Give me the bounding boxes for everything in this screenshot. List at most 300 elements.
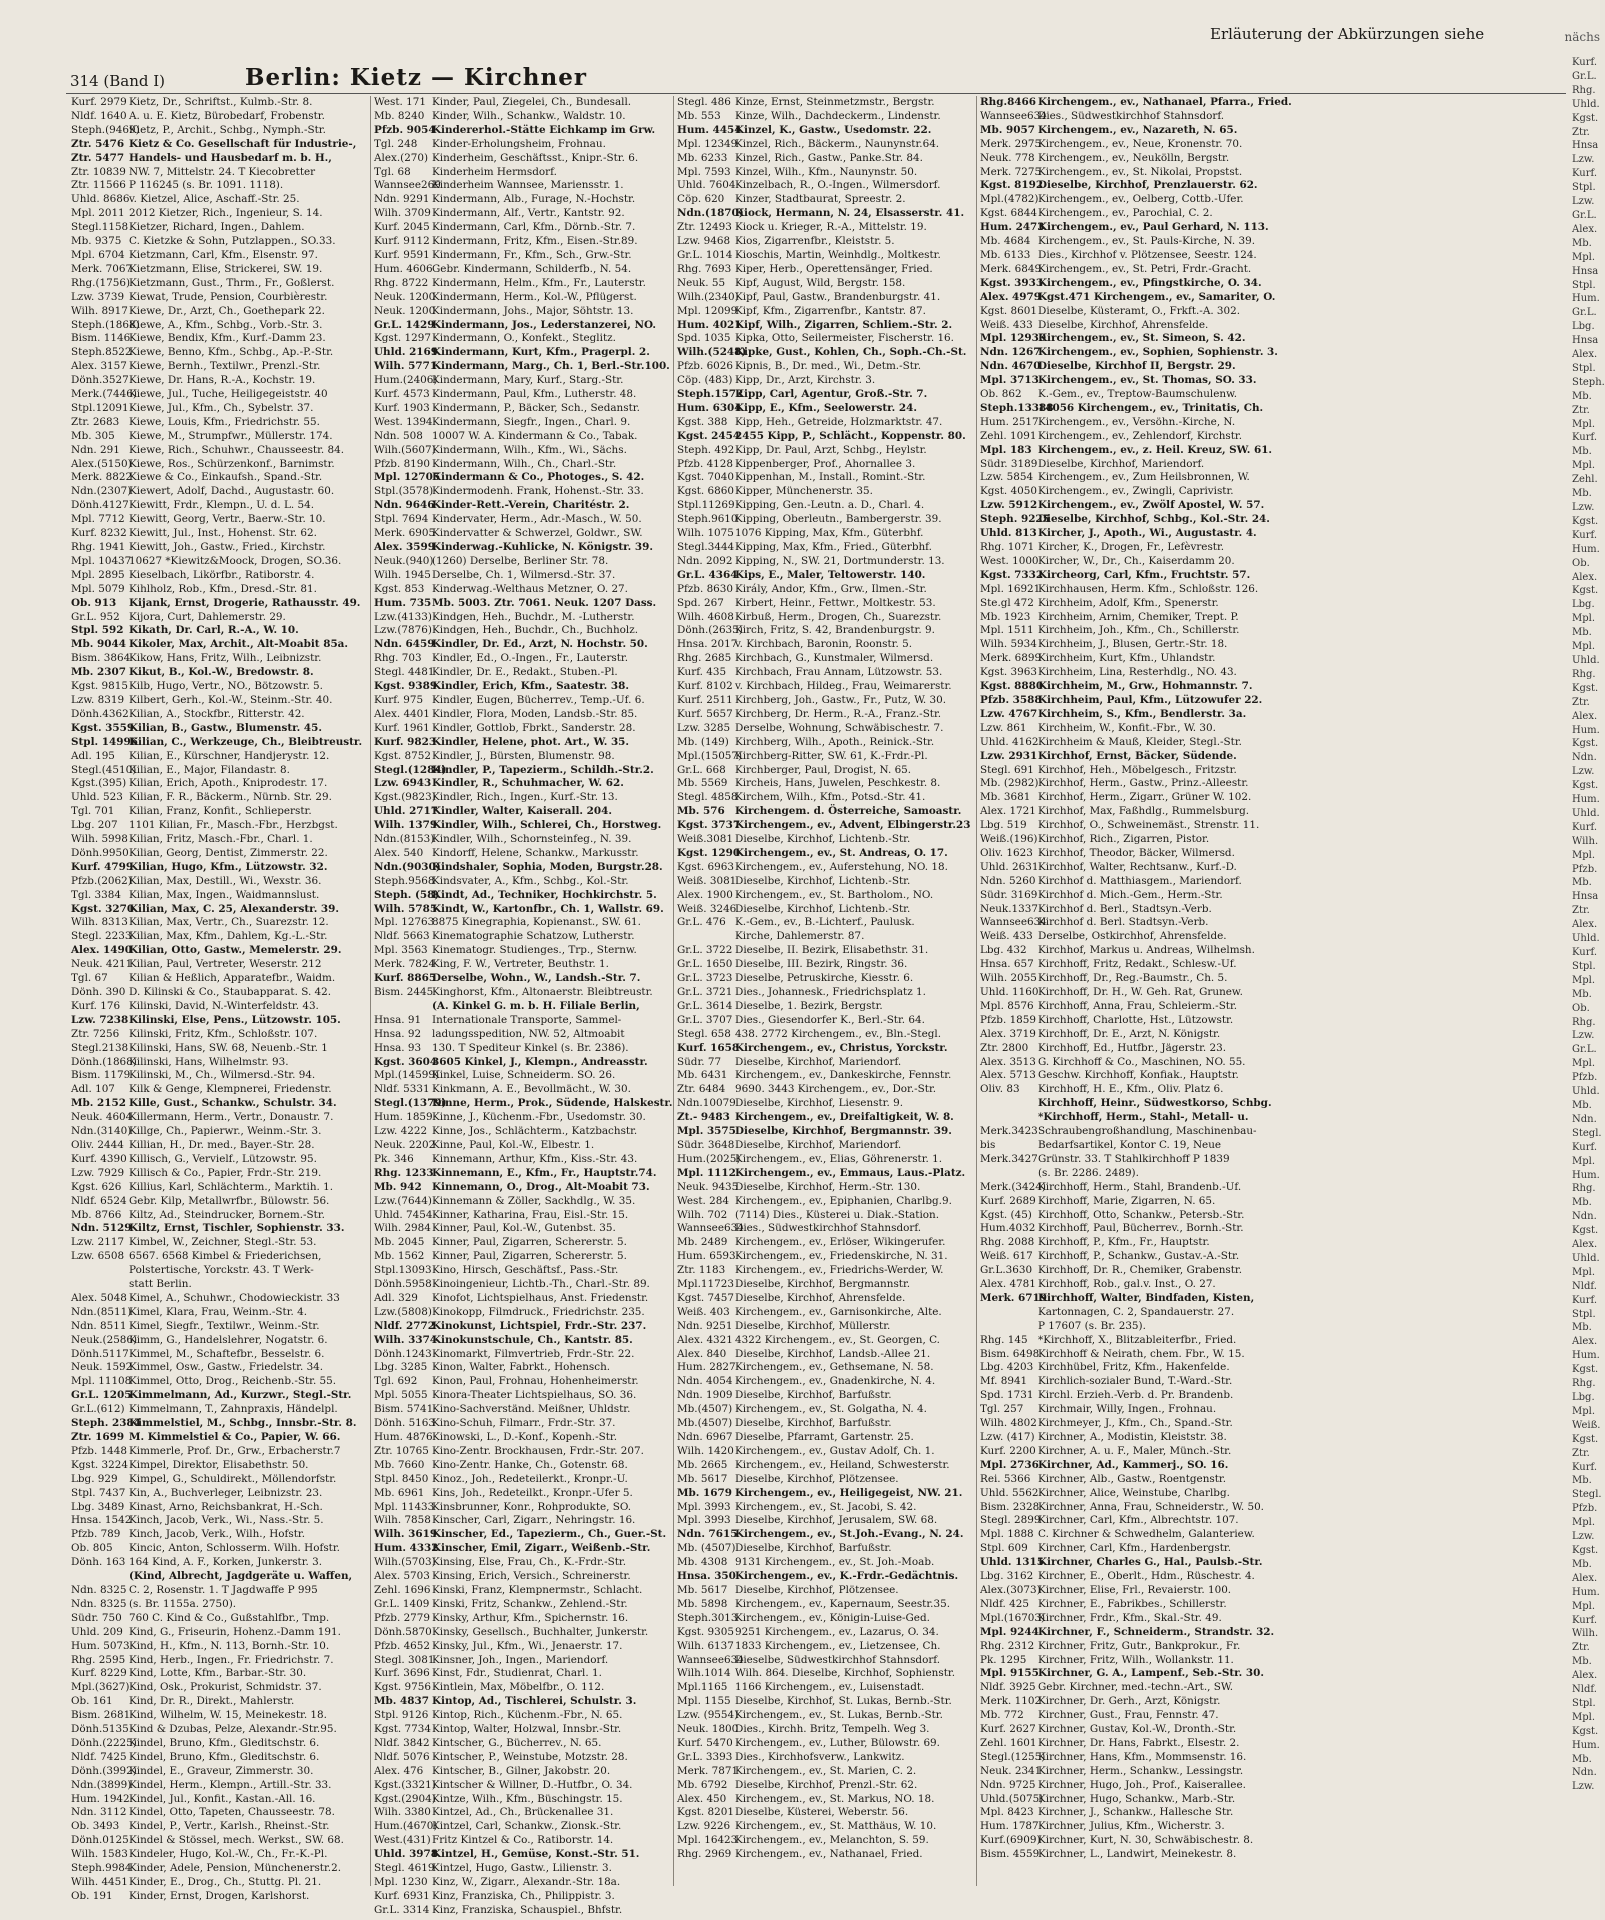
phone-code: Nldf. 5331 [374, 1083, 430, 1096]
margin-fragment: Hum. [1572, 543, 1600, 555]
entry-text: Kintlein, Max, Möbelfbr., O. 112. [432, 1681, 605, 1694]
column-1 [68, 96, 371, 1902]
directory-entry [677, 611, 973, 625]
directory-entry [71, 1612, 367, 1626]
phone-code: Ztr. 1183 [677, 1264, 726, 1277]
phone-code: Lzw. 6943 [374, 777, 432, 790]
entry-text: Kimmel, Osw., Gastw., Friedelstr. 34. [129, 1361, 324, 1374]
directory-entry [71, 1514, 367, 1528]
phone-code: Hnsa. 1542 [71, 1514, 132, 1527]
entry-text: Dies., Johannesk., Friedrichsplatz 1. [735, 986, 926, 998]
entry-text: M. Kimmelstiel & Co., Papier, W. 66. [129, 1431, 341, 1443]
entry-text: Kindermann, Siegfr., Ingen., Charl. 9. [432, 415, 631, 428]
phone-code: Mb. 3681 [980, 791, 1031, 804]
entry-text: Kirchmeyer, J., Kfm., Ch., Spand.-Str. [1038, 1417, 1233, 1430]
entry-text: Kindler, Eugen, Bücherrev., Temp.-Uf. 6. [432, 693, 645, 706]
phone-code: Alex.(5150) [71, 457, 132, 470]
margin-fragment: Mb. [1572, 1322, 1592, 1334]
phone-code: Mb. 772 [980, 1709, 1024, 1722]
directory-entry [980, 179, 1276, 193]
directory-entry [374, 1793, 670, 1807]
directory-entry [980, 319, 1276, 333]
entry-text: Kimmelmann, T., Zahnpraxis, Händelpl. [129, 1403, 338, 1416]
phone-code: Ndn. 2092 [677, 554, 733, 567]
phone-code: Gr.L. 3393 [677, 1750, 733, 1763]
entry-text: Kinder, Adele, Pension, Münchenerstr.2. [129, 1862, 342, 1875]
phone-code: Nldf. 3842 [374, 1736, 430, 1749]
entry-text: Internationale Transporte, Sammel- [432, 1013, 622, 1026]
entry-text: Kirchhof, Ernst, Bäcker, Südende. [1038, 749, 1237, 762]
margin-fragment: Ztr. [1572, 1642, 1590, 1654]
directory-entry [980, 1278, 1276, 1292]
phone-code: Lzw. 7929 [71, 1166, 125, 1179]
phone-code: Hum.(4670) [374, 1820, 438, 1833]
phone-code: Kgst. 9389 [374, 680, 438, 693]
directory-entry [374, 179, 670, 193]
directory-entry [71, 110, 367, 124]
entry-text: Kirchberg, Joh., Gastw., Fr., Putz, W. 30. [735, 693, 947, 706]
phone-code: Pfzb. 8630 [677, 582, 734, 595]
phone-code: Neuk. 4211 [71, 958, 133, 971]
phone-code: Kgst. 7332 [980, 568, 1044, 581]
margin-fragment: Hnsa [1572, 140, 1599, 152]
phone-code: Uhld. 8686 [71, 193, 130, 206]
entry-text: P 17607 (s. Br. 235). [1038, 1319, 1146, 1332]
page-number: 314 (Band I) [70, 72, 166, 90]
phone-code: Ob. 913 [71, 596, 117, 609]
phone-code: Wilh.(5607) [374, 443, 436, 456]
phone-code: Alex. 840 [677, 1347, 727, 1360]
directory-entry [980, 1820, 1276, 1834]
directory-entry [374, 319, 670, 333]
margin-fragment: Kgst. [1572, 1364, 1599, 1376]
directory-entry [980, 638, 1276, 652]
margin-fragment: Rhg. [1572, 1183, 1596, 1195]
phone-code: Ndn.(3140) [71, 1125, 132, 1138]
entry-text: Kintscher & Willner, D.-Hutfbr., O. 34. [432, 1778, 633, 1791]
entry-text: Kilian, E., Kürschner, Handjerystr. 12. [129, 749, 330, 762]
margin-fragment: Uhld. [1572, 1252, 1600, 1264]
directory-entry [980, 96, 1292, 110]
entry-text: Kipp, Dr. Paul, Arzt, Schbg., Heylstr. [735, 443, 927, 456]
margin-fragment: Rhg. [1572, 1016, 1596, 1028]
phone-code: Mb. 8240 [374, 109, 425, 122]
margin-fragment: Kurf. [1572, 57, 1597, 68]
phone-code: Dönh.5870 [374, 1625, 432, 1638]
directory-entry [677, 166, 973, 180]
directory-entry [980, 1765, 1276, 1779]
directory-entry [980, 986, 1276, 1000]
margin-fragment: Alex. [1572, 1670, 1598, 1682]
phone-code: Stegl. 658 [677, 1027, 731, 1040]
phone-code: Zehl. 1091 [980, 429, 1037, 442]
directory-entry [980, 1654, 1276, 1668]
directory-entry [980, 1209, 1276, 1223]
directory-entry [980, 958, 1276, 972]
column-4 [977, 96, 1292, 1886]
entry-text: 9690. 3443 Kirchengem., ev., Dor.-Str. [735, 1083, 937, 1096]
directory-entry [374, 736, 670, 750]
entry-text: Kind, Dr. R., Direkt., Mahlerstr. [129, 1695, 295, 1708]
directory-entry [374, 1834, 670, 1848]
entry-text: Kind, Herb., Ingen., Fr. Friedrichstr. 7. [129, 1653, 334, 1666]
entry-text: A. u. E. Kietz, Bürobedarf, Frobenstr. [129, 109, 325, 122]
margin-fragment: Mpl. [1572, 1266, 1596, 1278]
directory-entry [677, 1681, 973, 1695]
entry-text: Kirchengem., ev., Pfingstkirche, O. 34. [1038, 276, 1262, 289]
entry-text: Kiewitt, Jul., Inst., Hohenst. Str. 62. [129, 527, 317, 540]
entry-text: Kilian, B., Gastw., Blumenstr. 45. [129, 721, 322, 734]
entry-text: 1833 Kirchengem., ev., Lietzensee, Ch. [735, 1639, 941, 1652]
entry-text: Kinderwag.-Welthaus Metzner, O. 27. [432, 582, 628, 595]
entry-text: Kirchengem. d. Österreiche, Samoastr. [735, 805, 962, 818]
directory-entry [677, 847, 973, 861]
directory-entry [677, 444, 973, 458]
phone-code: Ztr. 12493 [677, 221, 732, 234]
directory-entry [374, 1361, 670, 1375]
phone-code: Mpl. 7593 [677, 165, 731, 178]
phone-code: Bism. 2681 [71, 1709, 131, 1722]
entry-text: Kirchhoff, Dr. H., W. Geh. Rat, Grunew. [1038, 986, 1243, 998]
entry-text: Kirchhoff, Herm., Stahl, Brandenb.-Uf. [1038, 1180, 1242, 1193]
entry-text: Kimel, A., Schuhwr., Chodowieckistr. 33 [129, 1291, 340, 1304]
phone-code: Kurf. 8102 [677, 680, 733, 693]
directory-entry [374, 1904, 670, 1918]
directory-entry [677, 1125, 973, 1139]
entry-text: Kinski, Fritz, Schankw., Zehlend.-Str. [432, 1597, 628, 1610]
phone-code: Lzw. 3739 [71, 290, 125, 303]
directory-entry [677, 958, 973, 972]
phone-code: Zehl. 1601 [980, 1736, 1037, 1749]
phone-code: Mpl. 12099 [677, 304, 738, 317]
entry-text: Kintze, Wilh., Kfm., Büschingstr. 15. [432, 1792, 623, 1805]
directory-entry [71, 1542, 367, 1556]
phone-code: Wilh. 3374 [374, 1333, 438, 1346]
phone-code: Mb. 5617 [677, 1472, 728, 1485]
entry-text: Kinnemann, Arthur, Kfm., Kiss.-Str. 43. [432, 1152, 638, 1165]
directory-entry [980, 972, 1276, 986]
directory-entry [980, 360, 1276, 374]
phone-code: Ndn. 5260 [980, 874, 1036, 887]
entry-text: Kirchengem., ev., Oelberg, Cottb.-Ufer. [1038, 193, 1244, 206]
entry-text: Kino, Hirsch, Geschäftsf., Pass.-Str. [432, 1264, 619, 1277]
phone-code: Mb. 2045 [374, 1236, 425, 1249]
directory-entry [71, 944, 367, 958]
directory-entry [980, 1445, 1276, 1459]
directory-entry [980, 402, 1276, 416]
directory-entry [374, 930, 670, 944]
entry-text: Kindermann, Herm., Kol.-W., Pflügerst. [432, 290, 637, 303]
phone-code: Ztr. 10765 [374, 1444, 429, 1457]
entry-text: Kirchengem., ev., Kapernaum, Seestr.35. [735, 1597, 950, 1610]
directory-entry [374, 1862, 670, 1876]
directory-entry [71, 1236, 367, 1250]
entry-text: Kilian, A., Stockfbr., Ritterstr. 42. [129, 707, 305, 720]
directory-entry [980, 221, 1276, 235]
phone-code: Steph.(9469) [71, 123, 140, 136]
entry-text: Kindler, Wilh., Schlerei, Ch., Horstweg. [432, 819, 662, 832]
phone-code: Mpl. 11433 [374, 1500, 435, 1513]
entry-text: C. 2, Rosenstr. 1. T Jagdwaffe P 995 [129, 1583, 318, 1596]
entry-text: Kind & Dzubas, Pelze, Alexandr.-Str.95. [129, 1723, 337, 1736]
entry-text: Kios, Zigarrenfbr., Kleiststr. 5. [735, 235, 895, 248]
margin-fragment: Lzw. [1572, 1531, 1595, 1543]
margin-fragment: Mpl. [1572, 418, 1596, 430]
margin-fragment: Kgst. [1572, 1225, 1599, 1237]
entry-text: 438. 2772 Kirchengem., ev., Bln.-Stegl. [735, 1027, 942, 1040]
directory-entry [374, 207, 670, 221]
entry-text: Kilian, Max, Ingen., Waidmannslust. [129, 888, 320, 901]
phone-code: Ndn. 291 [71, 443, 120, 456]
directory-entry [980, 1167, 1276, 1181]
phone-code: Lzw.(7644) [374, 1194, 432, 1207]
directory-entry [677, 903, 973, 917]
directory-entry [71, 1806, 367, 1820]
directory-entry [980, 124, 1276, 138]
entry-text: Kirchner, G. A., Lampenf., Seb.-Str. 30. [1038, 1667, 1264, 1680]
directory-entry [980, 1584, 1276, 1598]
margin-fragment: Alex. [1572, 710, 1598, 722]
entry-text: Dies., Kirchhof v. Plötzensee, Seestr. 124. [1038, 248, 1257, 261]
directory-entry [677, 1612, 973, 1626]
phone-code: Lzw. (9554) [677, 1709, 739, 1722]
directory-entry [374, 346, 670, 360]
directory-entry [677, 1501, 973, 1515]
phone-code: Lbg. 929 [71, 1472, 118, 1485]
entry-text: Kinch, Jacob, Verk., Wilh., Hofstr. [129, 1528, 305, 1541]
entry-text: Kindermann, Fr., Kfm., Sch., Grw.-Str. [432, 248, 632, 261]
entry-text: Fritz Kintzel & Co., Ratiborstr. 14. [432, 1834, 614, 1847]
directory-entry [677, 1375, 973, 1389]
directory-entry [677, 277, 973, 291]
directory-entry [374, 1723, 670, 1737]
phone-code: Stpl. 592 [71, 624, 124, 637]
directory-entry [677, 1222, 973, 1236]
entry-text: Kirchhoff, H. E., Kfm., Oliv. Platz 6. [1038, 1083, 1224, 1096]
directory-entry [677, 930, 973, 944]
entry-text: Kirchhof, Rich., Zigarren, Pistor. [1038, 833, 1210, 846]
margin-fragment: Nldf. [1572, 1280, 1597, 1292]
directory-entry [677, 1250, 973, 1264]
phone-code: Uhld. 3978 [374, 1848, 438, 1861]
entry-text: Kirchengem., ev., Paul Gerhard, N. 113. [1038, 221, 1269, 234]
directory-entry [374, 444, 670, 458]
phone-code: Hum.4032 [980, 1222, 1036, 1235]
entry-text: Dieselbe, Pfarramt, Gartenstr. 25. [735, 1431, 914, 1443]
entry-text: Kihlholz, Rob., Kfm., Dresd.-Str. 81. [129, 582, 317, 595]
directory-entry [677, 583, 973, 597]
entry-text: Kirbert, Heinr., Fettwr., Moltkestr. 53. [735, 596, 936, 609]
directory-entry [980, 819, 1276, 833]
directory-entry [71, 152, 367, 166]
entry-text: Kimpel, Direktor, Elisabethstr. 50. [129, 1458, 309, 1471]
phone-code: Mb.(4507) [677, 1417, 733, 1430]
directory-entry [374, 1667, 670, 1681]
phone-code: Alex. 5713 [980, 1069, 1036, 1082]
directory-entry [980, 166, 1276, 180]
directory-entry [71, 499, 367, 513]
phone-code: Wilh. 3619 [374, 1528, 438, 1541]
entry-text: Kilinski, Hans, Wilhelmstr. 93. [129, 1055, 289, 1068]
margin-fragment: Stegl. [1572, 1489, 1602, 1501]
phone-code: Rhg. 1941 [71, 541, 126, 553]
phone-code: Kgst. 9815 [71, 680, 128, 693]
directory-entry [980, 1111, 1276, 1125]
directory-entry [71, 430, 367, 444]
phone-code: Wilh. 4608 [677, 610, 734, 623]
phone-code: Ztr. 6484 [677, 1083, 726, 1096]
entry-text: Kirchhübel, Fritz, Kfm., Hakenfelde. [1038, 1361, 1230, 1374]
directory-entry [374, 1167, 670, 1181]
directory-entry [374, 1334, 670, 1348]
phone-code: Kurf. 9591 [374, 248, 430, 261]
phone-code: Wilh. 1420 [677, 1444, 734, 1457]
directory-entry [374, 1487, 670, 1501]
directory-entry [677, 805, 973, 819]
directory-entry [677, 1848, 973, 1862]
entry-text: Killisch & Co., Papier, Frdr.-Str. 219. [129, 1166, 322, 1179]
directory-entry [677, 1806, 973, 1820]
directory-entry [374, 1501, 670, 1515]
entry-text: Kirch, Fritz, S. 42, Brandenburgstr. 9. [735, 624, 935, 637]
phone-code: Merk.(3424) [980, 1180, 1046, 1193]
directory-entry [980, 416, 1276, 430]
phone-code: Dönh.5117 [71, 1347, 129, 1360]
entry-text: Kirchengem., ev., Gethsemane, N. 58. [735, 1361, 934, 1374]
margin-fragment: Zehl. [1572, 474, 1598, 486]
entry-text: Kinoingenieur, Lichtb.-Th., Charl.-Str. 89. [432, 1278, 650, 1291]
directory-entry [71, 1375, 367, 1389]
phone-code: Pfzb. 1859 [980, 1013, 1037, 1026]
phone-code: Mpl. 9244 [980, 1625, 1039, 1638]
entry-text: Kiock u. Krieger, R.-A., Mittelstr. 19. [735, 221, 927, 234]
phone-code: Steph.9984 [71, 1862, 132, 1875]
entry-text: Kietzer, Richard, Ingen., Dahlem. [129, 221, 305, 234]
phone-code: Alex. 5703 [374, 1570, 430, 1583]
directory-entry [677, 819, 973, 833]
directory-entry [71, 458, 367, 472]
margin-fragment: Kgst. [1572, 515, 1599, 527]
phone-code: Dönh.1243 [374, 1347, 432, 1360]
entry-text: Kirchner, F., Schneiderm., Strandstr. 32. [1038, 1625, 1275, 1638]
phone-code: Ndn. 8325 [71, 1583, 127, 1596]
phone-code: Lzw. 6508 [71, 1250, 125, 1263]
directory-entry [374, 1028, 670, 1042]
phone-code: Ndn. 9251 [677, 1319, 733, 1332]
directory-entry [980, 1195, 1276, 1209]
entry-text: Kinski, Franz, Klempnermstr., Schlacht. [432, 1583, 643, 1596]
margin-fragment: Kgst. [1572, 112, 1599, 124]
entry-text: Kirchengem., ev., Zum Heilsbronnen, W. [1038, 471, 1250, 484]
phone-code: Wannsee634 [677, 1653, 744, 1666]
entry-text: 10007 W. A. Kindermann & Co., Tabak. [432, 429, 638, 442]
phone-code: Mb. 8766 [71, 1208, 122, 1221]
phone-code: Kgst. 7040 [677, 471, 734, 484]
entry-text: Kindgen, Heh., Buchdr., Ch., Buchholz. [432, 624, 639, 637]
entry-text: Handels- und Hausbedarf m. b. H., [129, 151, 332, 164]
entry-text: Kirchhoff, Dr. E., Arzt, N. Königstr. [1038, 1027, 1221, 1040]
phone-code: Mb. 5898 [677, 1597, 728, 1610]
directory-entry [374, 1598, 670, 1612]
phone-code: Ndn. 7615 [677, 1528, 738, 1541]
entry-text: Kirchhoff, Paul, Bücherrev., Bornh.-Str. [1038, 1222, 1244, 1235]
entry-text: Kirchengem., ev., Sophien, Sophienstr. 3. [1038, 346, 1278, 359]
margin-fragment: Ndn. [1572, 752, 1597, 764]
directory-entry [71, 791, 367, 805]
phone-code: Kurf. 4799 [71, 860, 134, 873]
entry-text: Kirchner, E., Oberlt., Hdm., Rüschestr. 4. [1038, 1570, 1255, 1583]
entry-text: Kiewe, M., Strumpfwr., Müllerstr. 174. [129, 429, 333, 442]
entry-text: Kiewe, Dr. Hans, R.-A., Kochstr. 19. [129, 374, 316, 387]
directory-entry [71, 1751, 367, 1765]
phone-code: Ndn. 9291 [374, 193, 430, 206]
directory-entry [374, 1236, 670, 1250]
directory-entry [71, 374, 367, 388]
phone-code: Mb.(4507) [677, 1403, 733, 1416]
entry-text: Kipping, Oberleutn., Bambergerstr. 39. [735, 513, 942, 526]
phone-code: Kgst. 3963 [980, 666, 1037, 679]
directory-entry [374, 1097, 673, 1111]
directory-entry [980, 485, 1276, 499]
entry-text: Kinne, Paul, Kol.-W., Elbestr. 1. [432, 1138, 595, 1151]
margin-fragment: Mpl. [1572, 849, 1596, 861]
directory-entry [677, 360, 973, 374]
entry-text: Kijank, Ernst, Drogerie, Rathausstr. 49. [129, 596, 361, 609]
phone-code: Neuk.(940) [374, 554, 434, 567]
phone-code: Wilh.1014 [677, 1667, 731, 1680]
entry-text: Kirchner, Charles G., Hal., Paulsb.-Str. [1038, 1556, 1263, 1569]
phone-code: Bism. 2328 [980, 1500, 1040, 1513]
entry-text: Kirchhoff, Dr., Reg.-Baumstr., Ch. 5. [1038, 972, 1228, 985]
phone-code: Wilh. 5771 [374, 360, 438, 373]
entry-text: Kimel, Siegfr., Textilwr., Weinm.-Str. [129, 1319, 320, 1332]
directory-entry [374, 291, 670, 305]
phone-code: Gr.L. 3722 [677, 944, 733, 957]
entry-text: Kirchbach, Frau Annam, Lützowstr. 53. [735, 666, 943, 679]
phone-code: bis [980, 1138, 996, 1151]
entry-text: Bedarfsartikel, Kontor C. 19, Neue [1038, 1138, 1222, 1151]
directory-entry [71, 750, 367, 764]
directory-entry [980, 1640, 1276, 1654]
entry-text: v. Kirchbach, Hildeg., Frau, Weimarerstr. [735, 680, 952, 693]
phone-code: Rhg. 2685 [677, 652, 732, 665]
entry-text: Kirchheim, S., Kfm., Bendlerstr. 3a. [1038, 707, 1247, 720]
entry-text: Kirchner, Kurt, N. 30, Schwäbischestr. 8. [1038, 1834, 1254, 1847]
entry-text: Kindler, Erich, Kfm., Saatestr. 38. [432, 680, 629, 693]
directory-entry [980, 346, 1276, 360]
entry-text: Kips, E., Maler, Teltowerstr. 140. [735, 568, 926, 581]
phone-code: Wilh. 6137 [677, 1639, 734, 1652]
phone-code: Mf. 8941 [980, 1375, 1028, 1388]
entry-text: Kintscher, B., Gilner, Jakobstr. 20. [432, 1764, 611, 1777]
entry-text: Kirchner, Julius, Kfm., Wicherstr. 3. [1038, 1820, 1225, 1833]
entry-text: King, F. W., Vertreter, Beuthstr. 1. [432, 958, 609, 971]
directory-entry [677, 152, 973, 166]
directory-entry [71, 1417, 367, 1431]
directory-entry [71, 1445, 367, 1459]
directory-entry [71, 1584, 367, 1598]
phone-code: Stegl. 4619 [374, 1862, 435, 1875]
directory-entry [374, 249, 670, 263]
directory-entry [71, 611, 367, 625]
phone-code: Uhld. 813 [980, 527, 1037, 540]
directory-entry [677, 1361, 973, 1375]
phone-code: Kgst. 8601 [980, 304, 1037, 317]
phone-code: Kurf. 176 [71, 999, 121, 1012]
phone-code: Südr. 3648 [677, 1138, 735, 1151]
entry-text: Kinner, Paul, Zigarren, Schererstr. 5. [432, 1250, 627, 1263]
phone-code: Adl. 195 [71, 749, 115, 762]
